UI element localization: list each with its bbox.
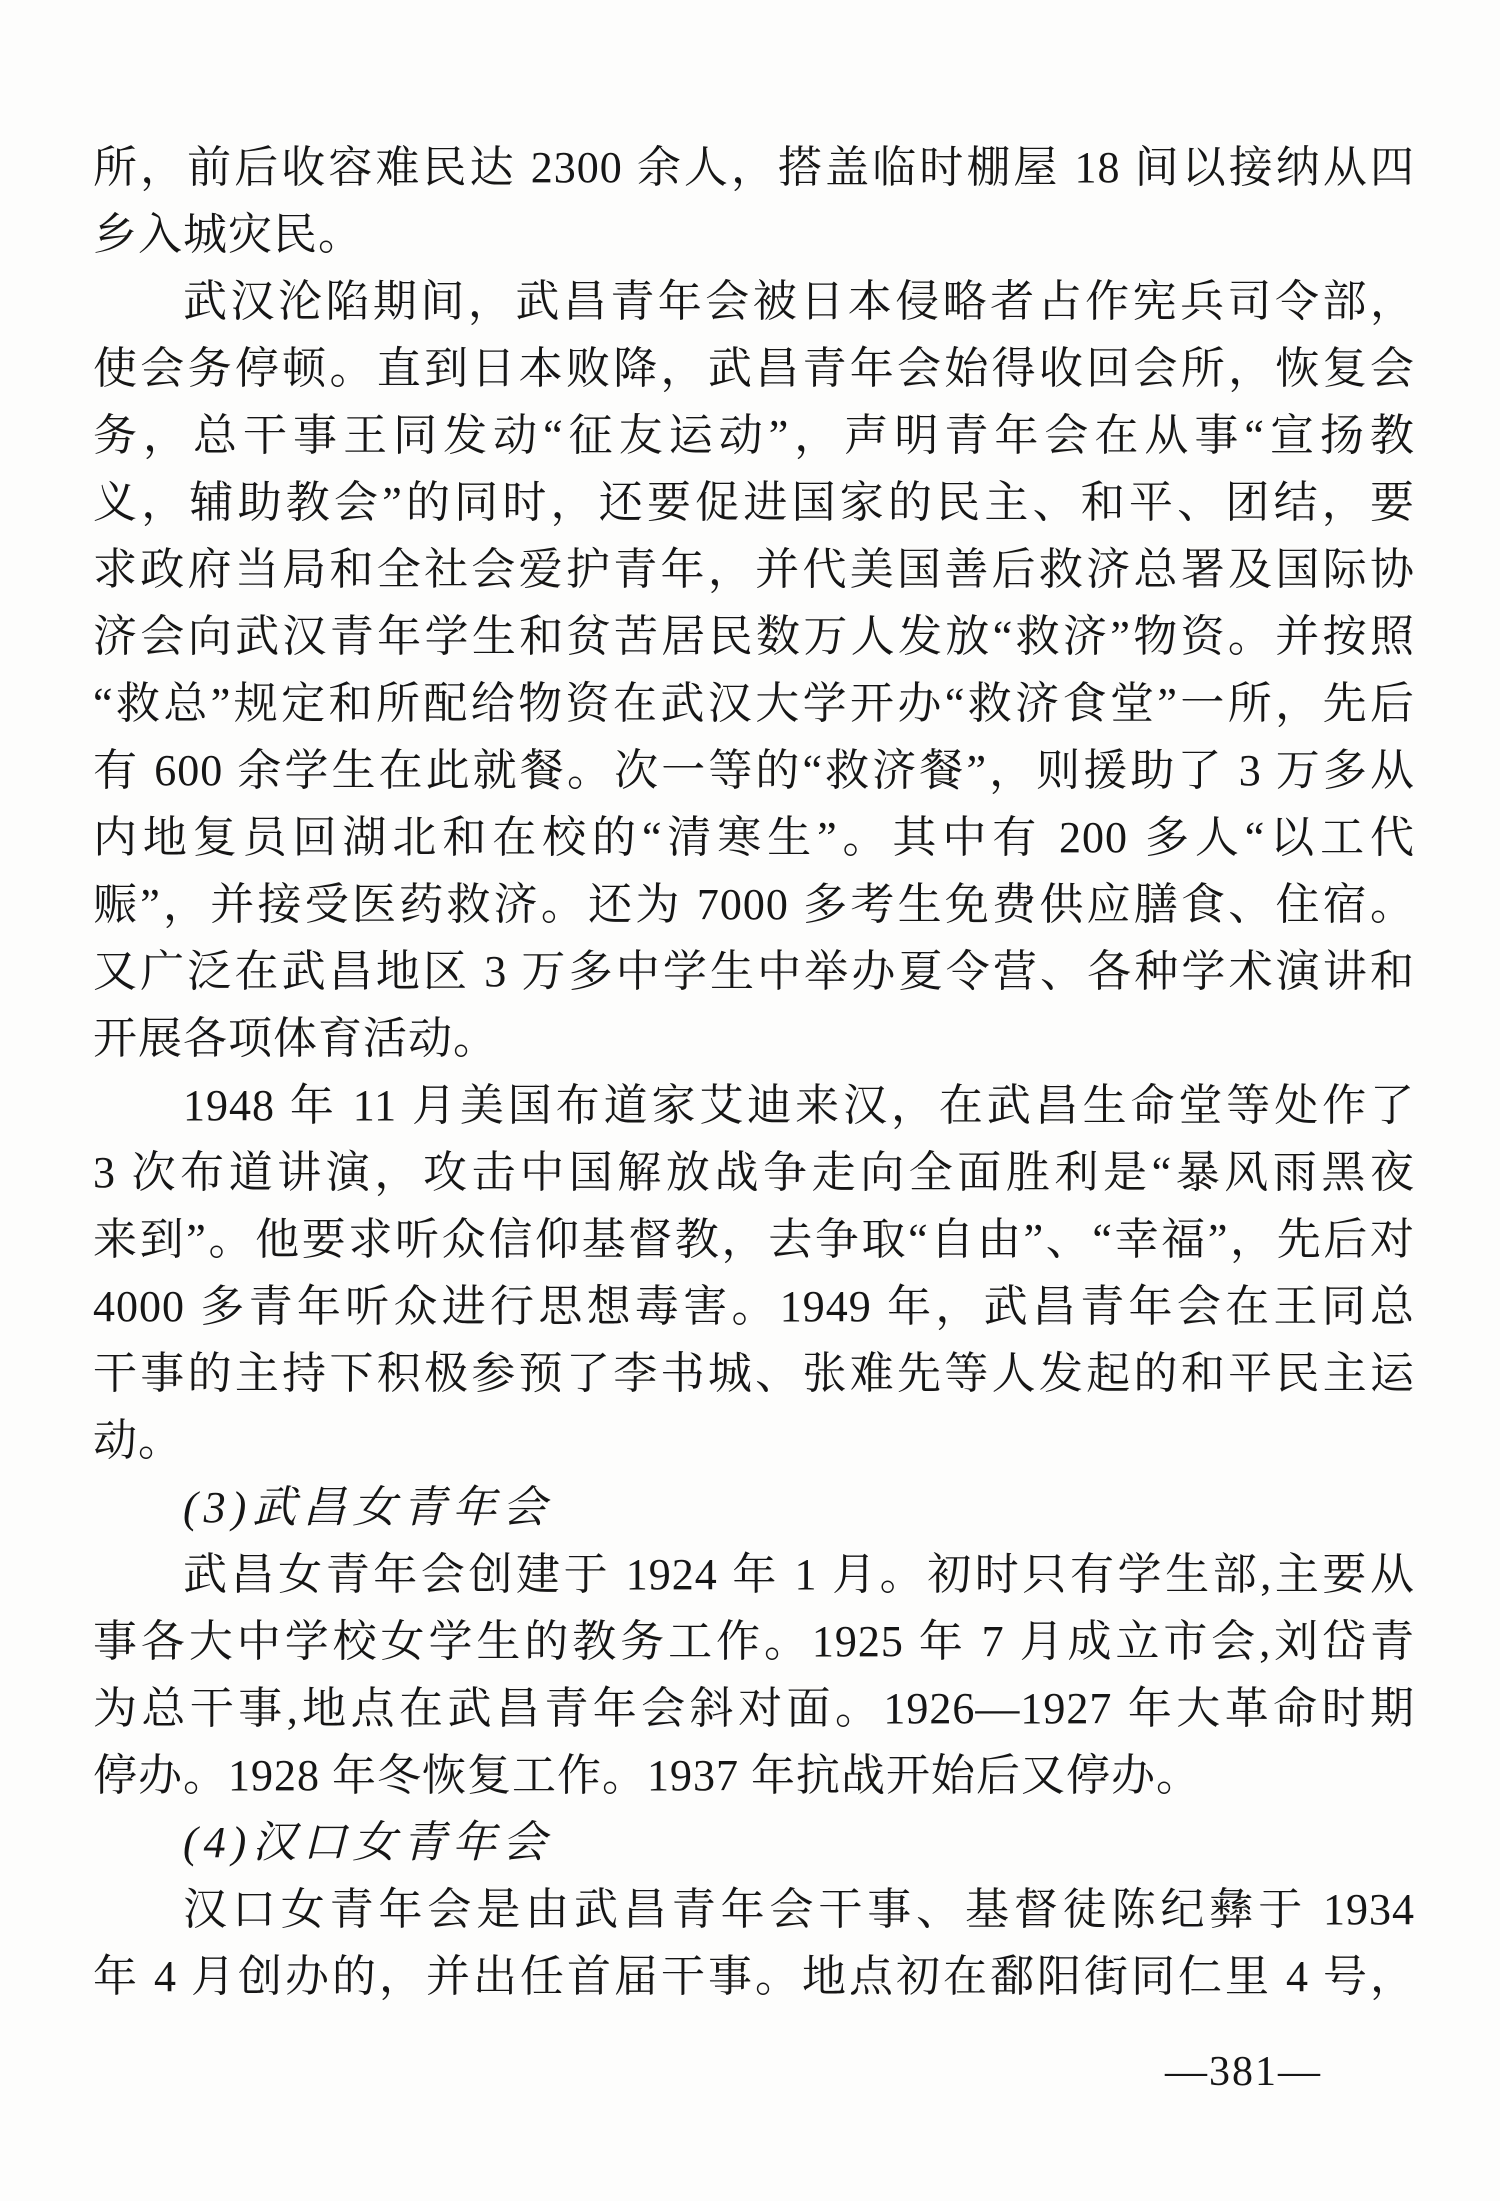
text-line: 使会务停顿。直到日本败降，武昌青年会始得收回会所，恢复会 xyxy=(93,344,1415,393)
text-line: 开展各项体育活动。 xyxy=(93,1014,498,1063)
text-line: 求政府当局和全社会爱护青年，并代美国善后救济总署及国际协 xyxy=(93,545,1415,594)
page-number: —381— xyxy=(1165,2049,1322,2095)
heading-wuchang-ywca: (3)武昌女青年会 xyxy=(183,1483,553,1532)
text-line: 停办。1928 年冬恢复工作。1937 年抗战开始后又停办。 xyxy=(93,1751,1201,1800)
text-line: 干事的主持下积极参预了李书城、张难先等人发起的和平民主运 xyxy=(93,1349,1415,1398)
text-line: 又广泛在武昌地区 3 万多中学生中举办夏令营、各种学术演讲和 xyxy=(93,947,1415,996)
text-line: “救总”规定和所配给物资在武汉大学开办“救济食堂”一所，先后 xyxy=(93,679,1415,728)
text-line: 为总干事,地点在武昌青年会斜对面。1926—1927 年大革命时期 xyxy=(93,1684,1415,1733)
text-line: 汉口女青年会是由武昌青年会干事、基督徒陈纪彝于 1934 xyxy=(183,1885,1415,1934)
heading-hankou-ywca: (4)汉口女青年会 xyxy=(183,1818,553,1867)
text-line: 来到”。他要求听众信仰基督教，去争取“自由”、“幸福”，先后对 xyxy=(93,1215,1415,1264)
text-line: 事各大中学校女学生的教务工作。1925 年 7 月成立市会,刘岱青 xyxy=(93,1617,1415,1666)
text-line: 动。 xyxy=(93,1416,183,1465)
text-line: 有 600 余学生在此就餐。次一等的“救济餐”，则援助了 3 万多从 xyxy=(93,746,1415,795)
text-line: 年 4 月创办的，并出任首届干事。地点初在鄱阳街同仁里 4 号， xyxy=(93,1952,1415,2001)
text-line: 济会向武汉青年学生和贫苦居民数万人发放“救济”物资。并按照 xyxy=(93,612,1415,661)
text-line: 武昌女青年会创建于 1924 年 1 月。初时只有学生部,主要从 xyxy=(183,1550,1415,1599)
text-line: 赈”，并接受医药救济。还为 7000 多考生免费供应膳食、住宿。 xyxy=(93,880,1415,929)
text-line: 乡入城灾民。 xyxy=(93,210,363,259)
text-line: 内地复员回湖北和在校的“清寒生”。其中有 200 多人“以工代 xyxy=(93,813,1415,862)
text-line: 义，辅助教会”的同时，还要促进国家的民主、和平、团结，要 xyxy=(93,478,1415,527)
text-line: 武汉沦陷期间，武昌青年会被日本侵略者占作宪兵司令部， xyxy=(183,277,1415,326)
text-line: 所，前后收容难民达 2300 余人，搭盖临时棚屋 18 间以接纳从四 xyxy=(93,143,1415,192)
text-line: 3 次布道讲演，攻击中国解放战争走向全面胜利是“暴风雨黑夜 xyxy=(93,1148,1415,1197)
text-line: 4000 多青年听众进行思想毒害。1949 年，武昌青年会在王同总 xyxy=(93,1282,1415,1331)
page-text xyxy=(93,134,1415,2010)
text-line: 务，总干事王同发动“征友运动”，声明青年会在从事“宣扬教 xyxy=(93,411,1415,460)
text-line: 1948 年 11 月美国布道家艾迪来汉，在武昌生命堂等处作了 xyxy=(183,1081,1415,1130)
